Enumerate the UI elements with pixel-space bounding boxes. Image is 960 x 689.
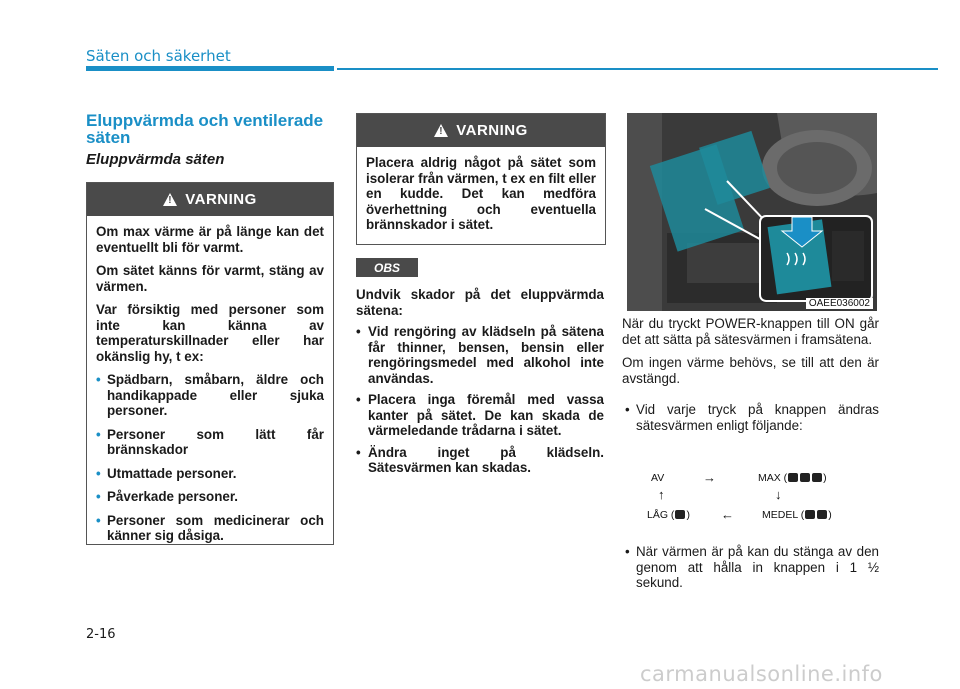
header-rule-thin [337, 68, 938, 70]
list-item: • Placera inga föremål med vassa kanter på sätet. De kan skada de värmeledande trådarna i sätet. [356, 392, 604, 439]
list-item: • Personer som medicinerar och känner sig dåsiga. [96, 513, 324, 544]
obs-badge: OBS [356, 258, 418, 277]
obs-note [356, 287, 604, 482]
bracket-close: ) [828, 509, 832, 521]
bracket-close: ) [823, 472, 827, 484]
page-subtitle: Eluppvärmda säten [86, 151, 225, 168]
list-item: • Ändra inget på klädseln. Sätesvärmen kan skadas. [356, 445, 604, 476]
heat-level-icon [812, 473, 822, 482]
figure-code: OAEE036002 [806, 298, 873, 309]
cycle-low-label [647, 509, 690, 521]
list-item: • Utmattade personer. [96, 466, 324, 482]
heat-level-icon [788, 473, 798, 482]
seat-heater-photo [627, 113, 877, 311]
cycle-medium-label [762, 509, 832, 521]
cycle-off-label: AV [651, 472, 665, 484]
cycle-arrow-up: ↑ [658, 487, 665, 502]
list-item: • Vid rengöring av klädseln på sätena får thinner, bensen, bensin eller rengöringsmedel med alkohol inte användas. [356, 324, 604, 386]
warning-box-1 [86, 182, 334, 545]
instructions-column-2 [622, 544, 879, 601]
warning-body [357, 147, 605, 249]
warning-triangle-icon: ! [434, 124, 448, 137]
page-title: Eluppvärmda och ventilerade säten [86, 111, 324, 147]
warning-box-2 [356, 113, 606, 245]
body-paragraph: När du tryckt POWER-knappen till ON går det att sätta på sätesvärmen i framsätena. [622, 316, 879, 347]
heat-level-icon [675, 510, 685, 519]
list-item: • Spädbarn, småbarn, äldre och handikappade eller sjuka personer. [96, 372, 324, 419]
warning-header [357, 114, 605, 147]
body-list [622, 402, 879, 433]
warning-label: VARNING [185, 191, 257, 208]
body-paragraph: Om ingen värme behövs, se till att den är avstängd. [622, 355, 879, 386]
cycle-arrow-right: → [703, 470, 716, 485]
obs-list [356, 324, 604, 476]
heat-level-icon [805, 510, 815, 519]
watermark: carmanualsonline.info [640, 662, 883, 686]
cycle-max-label [758, 472, 827, 484]
cycle-arrow-left: ← [721, 507, 734, 522]
list-item: • När värmen är på kan du stänga av den genom att hålla in knappen i 1 ½ sekund. [622, 544, 879, 591]
bracket-close: ) [686, 509, 690, 521]
heat-level-icon [800, 473, 810, 482]
warning-header [87, 183, 333, 216]
medium-text: MEDEL ( [762, 509, 805, 521]
obs-intro: Undvik skador på det eluppvärmda sätena: [356, 287, 604, 318]
list-item: • Påverkade personer. [96, 489, 324, 505]
list-item: • Vid varje tryck på knappen ändras sätesvärmen enligt följande: [622, 402, 879, 433]
warning-label: VARNING [456, 122, 528, 139]
heat-level-icon [817, 510, 827, 519]
page-number: 2-16 [86, 627, 116, 642]
warning-paragraph: Om max värme är på länge kan det eventuellt bli för varmt. [96, 224, 324, 255]
warning-paragraph: Om sätet känns för varmt, stäng av värmen. [96, 263, 324, 294]
warning-triangle-icon: ! [163, 193, 177, 206]
warning-paragraph: Placera aldrig något på sätet som isolerar från värmen, t ex en filt eller en kudde. Det kan medföra överhettning och eventuella brännskador i sätet. [366, 155, 596, 232]
list-item: • Personer som lätt får brännskador [96, 427, 324, 458]
console-illustration [627, 113, 877, 311]
cycle-arrow-down: ↓ [775, 487, 782, 502]
max-text: MAX ( [758, 472, 788, 484]
low-text: LÅG ( [647, 509, 675, 521]
section-header: Säten och säkerhet [86, 47, 231, 65]
warning-body [87, 216, 333, 560]
header-rule-thick [86, 66, 334, 71]
instructions-column [622, 316, 879, 443]
warning-paragraph: Var försiktig med personer som inte kan känna av temperaturskillnader eller har okänslig hy, t ex: [96, 302, 324, 364]
body-list [622, 544, 879, 591]
warning-list [96, 372, 324, 544]
